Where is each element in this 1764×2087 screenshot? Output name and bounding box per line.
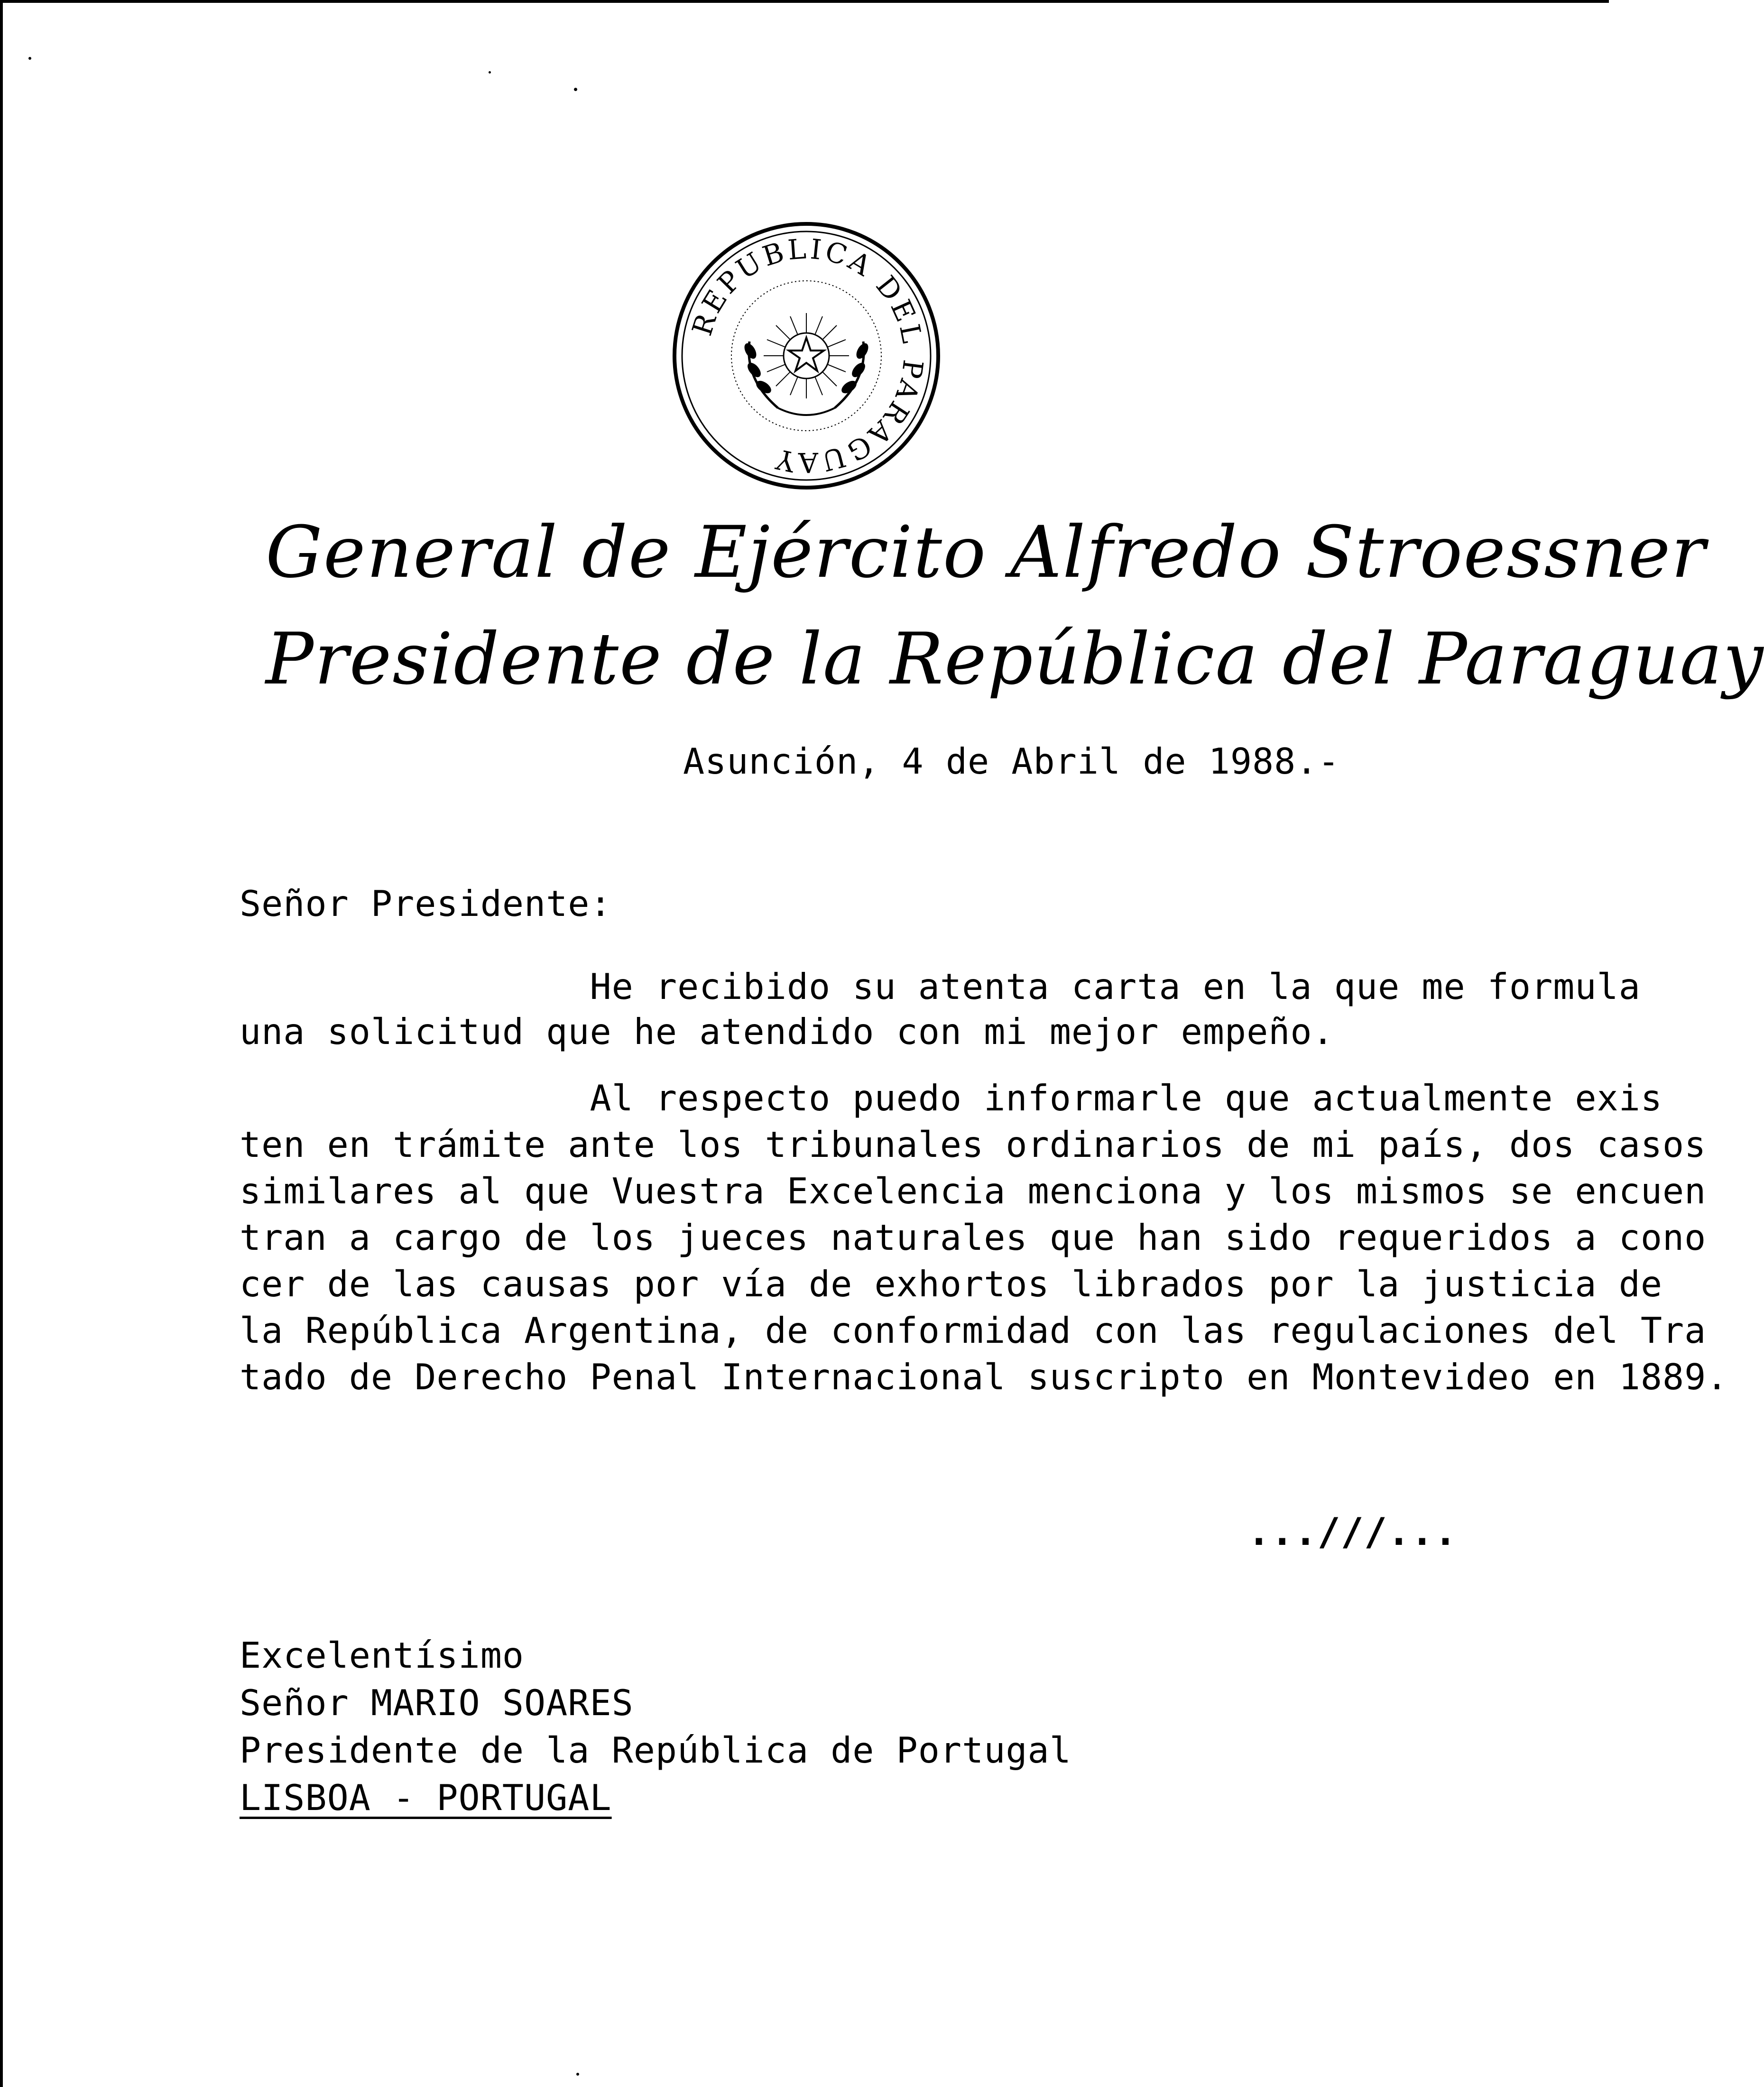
seal-graphic <box>669 218 944 493</box>
scan-speck <box>574 88 577 91</box>
letterhead-title: Presidente de la República del Paraguay <box>266 618 1764 701</box>
scan-border-top <box>0 0 1609 3</box>
paragraph-line: cer de las causas por vía de exhortos librados por la justicia de <box>240 1263 1662 1305</box>
coat-of-arms-seal <box>669 218 944 493</box>
paragraph-line: tado de Derecho Penal Internacional suscripto en Montevideo en 1889. <box>240 1356 1728 1398</box>
paragraph-line: una solicitud que he atendido con mi mejor empeño. <box>240 1011 1334 1053</box>
continuation-mark: ...///... <box>1247 1510 1458 1554</box>
date-line: Asunción, 4 de Abril de 1988.- <box>683 740 1340 782</box>
letterhead-name: General de Ejército Alfredo Stroessner <box>266 511 1707 594</box>
addressee-name: Señor MARIO SOARES <box>240 1682 634 1724</box>
scan-border-left <box>0 0 3 2087</box>
scan-speck <box>576 2073 579 2076</box>
addressee-honorific: Excelentísimo <box>240 1635 524 1676</box>
addressee-location: LISBOA - PORTUGAL <box>240 1777 612 1819</box>
addressee-title: Presidente de la República de Portugal <box>240 1729 1071 1771</box>
scan-speck <box>489 71 491 74</box>
scan-speck <box>28 57 31 60</box>
paragraph-line: Al respecto puedo informarle que actualmente exis <box>240 1077 1662 1119</box>
paragraph-line: la República Argentina, de conformidad con las regulaciones del Tra <box>240 1310 1707 1351</box>
paragraph-line: ten en trámite ante los tribunales ordinarios de mi país, dos casos <box>240 1124 1707 1165</box>
seal-inscription: REPUBLICA DEL PARAGUAY <box>685 232 930 479</box>
salutation: Señor Presidente: <box>240 883 612 924</box>
paragraph-line: similares al que Vuestra Excelencia menciona y los mismos se encuen <box>240 1170 1707 1212</box>
paragraph-line: He recibido su atenta carta en la que me formula <box>240 966 1641 1007</box>
paragraph-line: tran a cargo de los jueces naturales que han sido requeridos a cono <box>240 1217 1707 1258</box>
